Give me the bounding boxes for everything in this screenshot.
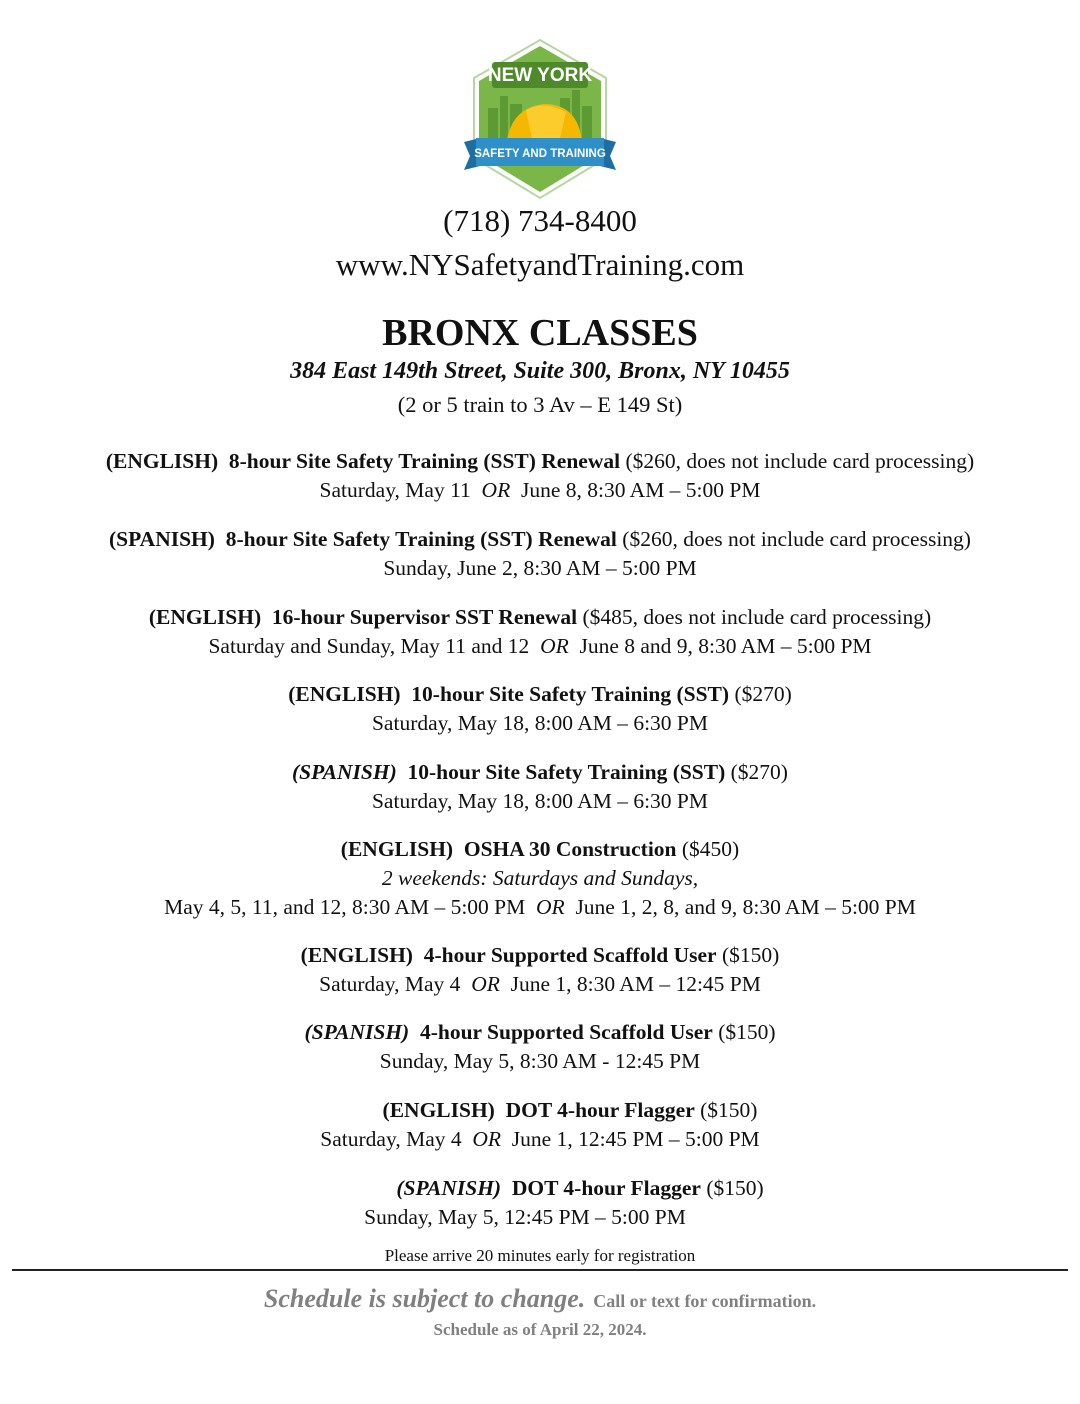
- class-title: [0, 1096, 1080, 1125]
- logo-text-ribbon: SAFETY AND TRAINING: [474, 148, 606, 160]
- divider: [12, 1269, 1068, 1271]
- class-name: 8-hour Site Safety Training (SST) Renewal: [228, 449, 621, 473]
- class-price: ($260, does not include card processing): [625, 449, 975, 473]
- class-schedule: Sunday, May 5, 8:30 AM - 12:45 PM: [379, 1049, 701, 1073]
- class-schedule: Saturday and Sunday, May 11 and 12 OR June 8 and 9, 8:30 AM – 5:00 PM: [208, 634, 872, 658]
- class-price: ($450): [681, 837, 740, 861]
- website-url: www.NYSafetyandTraining.com: [335, 247, 745, 282]
- class-price: ($270): [734, 682, 792, 706]
- class-title: [0, 1018, 1080, 1047]
- class-schedule: May 4, 5, 11, and 12, 8:30 AM – 5:00 PM OR June 1, 2, 8, and 9, 8:30 AM – 5:00 PM: [164, 895, 916, 919]
- class-price: ($485, does not include card processing): [582, 605, 932, 629]
- class-language: (ENGLISH): [300, 943, 413, 967]
- schedule-date: Schedule as of April 22, 2024.: [433, 1320, 647, 1339]
- footer-disclaimer: [0, 1284, 1080, 1314]
- class-title: [0, 447, 1080, 476]
- class-entry: [0, 1096, 1080, 1154]
- class-schedule: Saturday, May 18, 8:00 AM – 6:30 PM: [371, 711, 709, 735]
- class-schedule: Sunday, May 5, 12:45 PM – 5:00 PM: [364, 1205, 686, 1229]
- class-schedule: Saturday, May 11 OR June 8, 8:30 AM – 5:00 PM: [319, 478, 761, 502]
- class-title: [0, 758, 1080, 787]
- class-language: (ENGLISH): [148, 605, 262, 629]
- class-entry: [0, 603, 1080, 661]
- class-price: ($150): [721, 943, 780, 967]
- class-price: ($150): [706, 1176, 764, 1200]
- class-schedule: Saturday, May 4 OR June 1, 8:30 AM – 12:45 PM: [319, 972, 761, 996]
- class-language: (SPANISH): [396, 1176, 502, 1200]
- class-title: [0, 941, 1080, 970]
- class-entry: [0, 941, 1080, 999]
- class-entry: [0, 1174, 1080, 1232]
- transit-directions: (2 or 5 train to 3 Av – E 149 St): [397, 392, 683, 417]
- class-entry: [0, 1018, 1080, 1076]
- class-name: 16-hour Supervisor SST Renewal: [271, 605, 578, 629]
- class-entry: [0, 447, 1080, 505]
- address: 384 East 149th Street, Suite 300, Bronx, NY 10455: [290, 358, 790, 384]
- confirmation-notice: Call or text for confirmation.: [593, 1291, 817, 1311]
- class-name: 10-hour Site Safety Training (SST): [407, 760, 726, 784]
- class-title: [0, 603, 1080, 632]
- class-name: DOT 4-hour Flagger: [511, 1176, 701, 1200]
- class-language: (ENGLISH): [105, 449, 219, 473]
- class-price: ($150): [700, 1098, 758, 1122]
- class-price: ($270): [730, 760, 788, 784]
- class-title: [0, 525, 1080, 554]
- class-name: 4-hour Supported Scaffold User: [423, 943, 717, 967]
- class-schedule: Sunday, June 2, 8:30 AM – 5:00 PM: [383, 556, 697, 580]
- class-language: (ENGLISH): [382, 1098, 495, 1122]
- class-name: 4-hour Supported Scaffold User: [419, 1020, 713, 1044]
- logo-text-top: NEW YORK: [487, 65, 593, 86]
- class-entry: [0, 680, 1080, 738]
- class-subtitle: 2 weekends: Saturdays and Sundays,: [381, 866, 699, 890]
- class-language: (ENGLISH): [340, 837, 454, 861]
- class-entry: [0, 525, 1080, 583]
- class-price: ($260, does not include card processing): [622, 527, 971, 551]
- class-name: OSHA 30 Construction: [463, 837, 677, 861]
- class-entry: [0, 758, 1080, 816]
- class-name: 8-hour Site Safety Training (SST) Renewal: [225, 527, 617, 551]
- class-name: 10-hour Site Safety Training (SST): [411, 682, 730, 706]
- class-title: [0, 835, 1080, 864]
- class-title: [0, 1174, 1080, 1203]
- class-language: (SPANISH): [304, 1020, 410, 1044]
- class-entry: [0, 835, 1080, 922]
- class-title: [0, 680, 1080, 709]
- class-language: (ENGLISH): [288, 682, 401, 706]
- phone-number: (718) 734-8400: [443, 203, 637, 238]
- class-schedule: Saturday, May 18, 8:00 AM – 6:30 PM: [371, 789, 709, 813]
- schedule-change-notice: Schedule is subject to change.: [263, 1284, 586, 1313]
- new-york-safety-and-training-logo: [456, 38, 624, 200]
- page-title: BRONX CLASSES: [382, 312, 698, 354]
- class-price: ($150): [718, 1020, 776, 1044]
- class-name: DOT 4-hour Flagger: [505, 1098, 695, 1122]
- class-language: (SPANISH): [109, 527, 215, 551]
- arrival-note: Please arrive 20 minutes early for registration: [384, 1246, 696, 1265]
- class-language: (SPANISH): [292, 760, 397, 784]
- class-schedule: Saturday, May 4 OR June 1, 12:45 PM – 5:00 PM: [320, 1127, 760, 1151]
